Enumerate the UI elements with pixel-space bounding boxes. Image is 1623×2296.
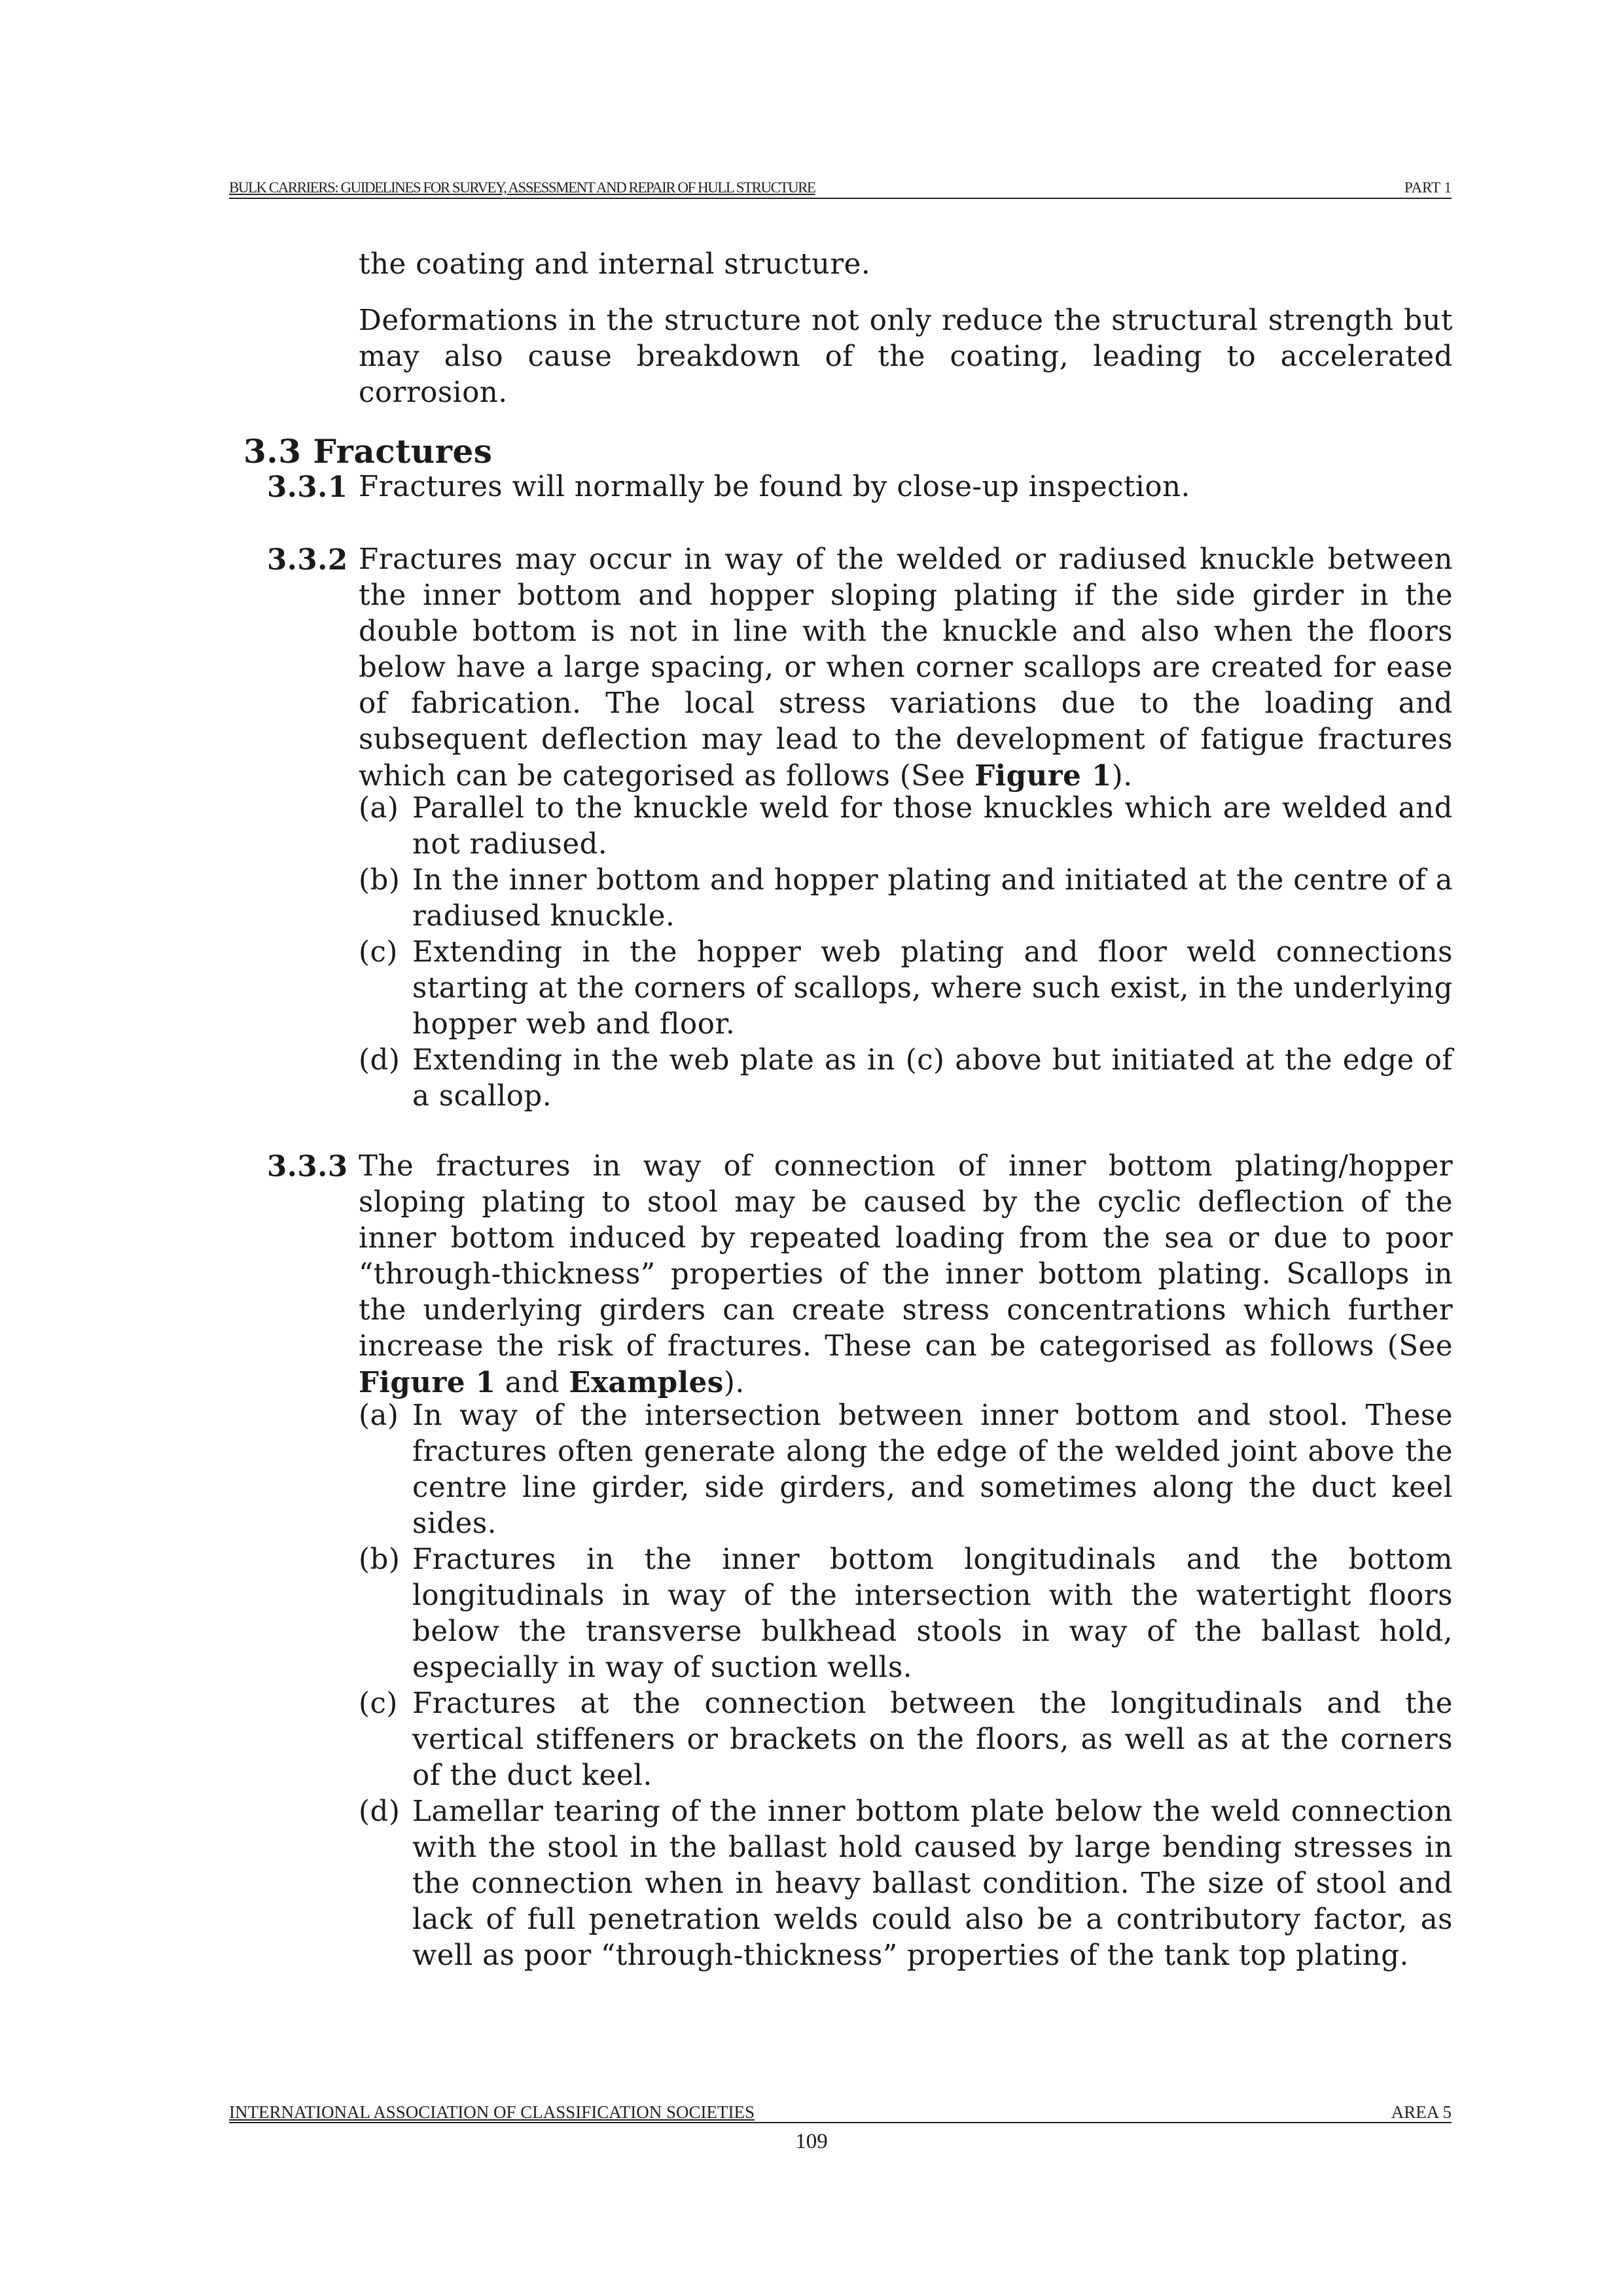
intro-line: the coating and internal structure.	[359, 248, 871, 281]
list-item-text: Parallel to the knuckle weld for those knuckles which are welded and not radiused.	[412, 792, 1453, 861]
clause-text-333-mid: and	[495, 1367, 569, 1399]
list-item	[359, 863, 1453, 935]
intro-paragraph: Deformations in the structure not only reduce the structural strength but may also cause breakdown of the coating, leading to accelerated corrosion.	[359, 304, 1453, 409]
list-item-label: (d)	[359, 1795, 401, 1828]
list-item-label: (c)	[359, 936, 398, 969]
list-item	[359, 791, 1453, 863]
clause-text-332	[359, 542, 1453, 795]
list-item	[359, 935, 1453, 1043]
footer-organisation: INTERNATIONAL ASSOCIATION OF CLASSIFICATION SOCIETIES	[229, 2102, 755, 2122]
list-item-text: Fractures at the connection between the longitudinals and the vertical stiffeners or brackets on the floors, as well as at the corners of the duct keel.	[412, 1687, 1453, 1792]
clause-number-331: 3.3.1	[267, 471, 348, 504]
page-number: 109	[795, 2130, 828, 2153]
footer-area: AREA 5	[1391, 2102, 1452, 2122]
list-item-text: Lamellar tearing of the inner bottom plate below the weld connection with the stool in the ballast hold caused by large bending stresses in the connection when in heavy ballast condition. The size of stool and lack of full penetration welds could also be a contributory factor, as well as poor “through-thickness” properties of the tank top plating.	[412, 1795, 1453, 1972]
clause-number-332: 3.3.2	[267, 543, 348, 577]
header-part: PART 1	[1404, 179, 1452, 196]
clause-text-333-tail: ).	[723, 1367, 745, 1399]
clause-text-333	[359, 1149, 1453, 1401]
list-item-label: (a)	[359, 1399, 399, 1432]
list-item-label: (c)	[359, 1687, 398, 1720]
list-item-label: (b)	[359, 864, 401, 897]
list-item-label: (d)	[359, 1044, 401, 1077]
figure-reference: Figure 1	[974, 759, 1112, 793]
header-title: BULK CARRIERS: GUIDELINES FOR SURVEY, ASSESSMENT AND REPAIR OF HULL STRUCTURE	[229, 179, 815, 196]
section-heading: 3.3 Fractures	[243, 432, 493, 471]
list-item	[359, 1686, 1453, 1794]
page-footer	[229, 2102, 1452, 2123]
clause-number-333: 3.3.3	[267, 1150, 348, 1183]
list-item-text: Extending in the hopper web plating and floor weld connections starting at the corners of scallops, where such exist, in the underlying hopper web and floor.	[412, 936, 1453, 1041]
page-header	[229, 178, 1452, 199]
list-item-text: In way of the intersection between inner bottom and stool. These fractures often generate along the edge of the welded joint above the centre line girder, side girders, and sometimes along the duct keel sides.	[412, 1399, 1453, 1540]
list-item-text: Extending in the web plate as in (c) above but initiated at the edge of a scallop.	[412, 1044, 1453, 1113]
list-item-label: (b)	[359, 1543, 401, 1576]
list-item-text: In the inner bottom and hopper plating and initiated at the centre of a radiused knuckle.	[412, 864, 1453, 933]
list-item	[359, 1794, 1453, 1974]
list-item-text: Fractures in the inner bottom longitudinals and the bottom longitudinals in way of the intersection with the watertight floors below the transverse bulkhead stools in way of the ballast hold, especially in way of suction wells.	[412, 1543, 1453, 1684]
clause-text-332-body: Fractures may occur in way of the welded or radiused knuckle between the inner bottom and hopper sloping plating if the side girder in the double bottom is not in line with the knuckle and also when the floors below have a large spacing, or when corner scallops are created for ease of fabrication. The local stress variations due to the loading and subsequent deflection may lead to the development of fatigue fractures which can be categorised as follows (See	[359, 543, 1453, 793]
list-item	[359, 1542, 1453, 1686]
clause-text-333-body: The fractures in way of connection of inner bottom plating/hopper sloping plating to stool may be caused by the cyclic deflection of the inner bottom induced by repeated loading from the sea or due to poor “through-thickness” properties of the inner bottom plating. Scallops in the underlying girders can create stress concentrations which further increase the risk of fractures. These can be categorised as follows (See	[359, 1150, 1453, 1363]
list-item	[359, 1398, 1453, 1542]
clause-text-331: Fractures will normally be found by close-up inspection.	[359, 471, 1190, 503]
examples-reference: Examples	[569, 1366, 724, 1399]
list-item-label: (a)	[359, 792, 399, 825]
list-item	[359, 1043, 1453, 1115]
figure-reference: Figure 1	[359, 1366, 496, 1399]
clause-text-332-tail: ).	[1111, 760, 1133, 793]
